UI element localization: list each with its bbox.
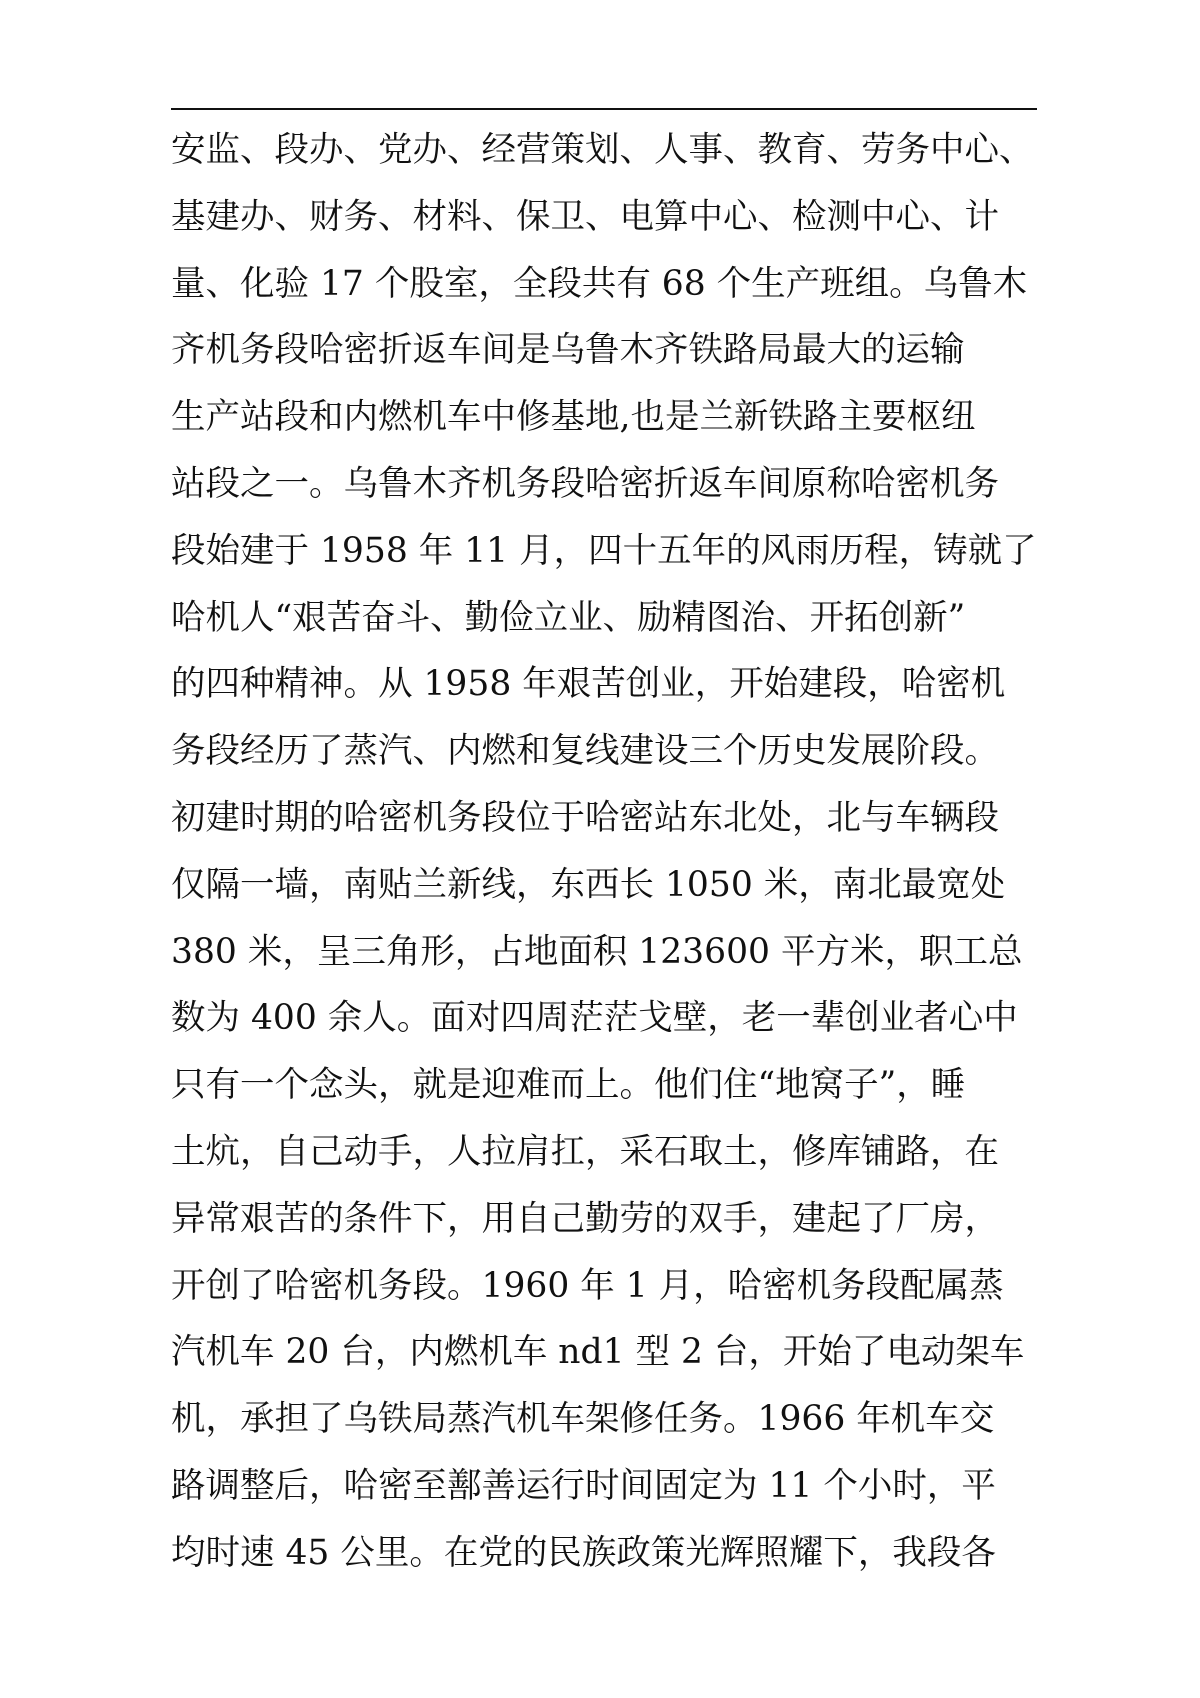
text-line: 路调整后，哈密至鄯善运行时间固定为 11 个小时，平 bbox=[171, 1465, 996, 1506]
text-line: 的四种精神。从 1958 年艰苦创业，开始建段，哈密机 bbox=[171, 664, 1006, 705]
text-line: 开创了哈密机务段。1960 年 1 月，哈密机务段配属蒸 bbox=[171, 1265, 1004, 1306]
text-line: 齐机务段哈密折返车间是乌鲁木齐铁路局最大的运输 bbox=[171, 330, 965, 371]
text-line: 量、化验 17 个股室，全段共有 68 个生产班组。乌鲁木 bbox=[171, 263, 1028, 304]
text-line: 基建办、财务、材料、保卫、电算中心、检测中心、计 bbox=[171, 196, 999, 237]
text-line: 初建时期的哈密机务段位于哈密站东北处，北与车辆段 bbox=[171, 797, 999, 838]
text-line: 380 米，呈三角形，占地面积 123600 平方米，职工总 bbox=[171, 931, 1023, 972]
text-line: 段始建于 1958 年 11 月，四十五年的风雨历程，铸就了 bbox=[171, 530, 1037, 571]
text-line: 安监、段办、党办、经营策划、人事、教育、劳务中心、 bbox=[171, 130, 1034, 170]
text-line: 站段之一。乌鲁木齐机务段哈密折返车间原称哈密机务 bbox=[171, 463, 999, 504]
text-line: 哈机人“艰苦奋斗、勤俭立业、励精图治、开拓创新” bbox=[171, 597, 966, 638]
text-line: 生产站段和内燃机车中修基地,也是兰新铁路主要枢纽 bbox=[171, 397, 976, 438]
text-line: 异常艰苦的条件下，用自己勤劳的双手，建起了厂房， bbox=[171, 1198, 999, 1239]
text-line: 只有一个念头，就是迎难而上。他们住“地窝子”，睡 bbox=[171, 1065, 966, 1106]
text-line: 土炕，自己动手，人拉肩扛，采石取土，修库铺路，在 bbox=[171, 1131, 999, 1172]
text-line: 数为 400 余人。面对四周茫茫戈壁，老一辈创业者心中 bbox=[171, 998, 1018, 1039]
text-line: 均时速 45 公里。在党的民族政策光辉照耀下，我段各 bbox=[171, 1532, 996, 1573]
header-divider bbox=[171, 108, 1037, 110]
text-line: 机，承担了乌铁局蒸汽机车架修任务。1966 年机车交 bbox=[171, 1399, 995, 1440]
body-paragraph bbox=[171, 117, 1051, 1587]
text-line: 务段经历了蒸汽、内燃和复线建设三个历史发展阶段。 bbox=[171, 731, 999, 772]
text-line: 汽机车 20 台，内燃机车 nd1 型 2 台，开始了电动架车 bbox=[171, 1332, 1025, 1373]
text-line: 仅隔一墙，南贴兰新线，东西长 1050 米，南北最宽处 bbox=[171, 864, 1006, 905]
